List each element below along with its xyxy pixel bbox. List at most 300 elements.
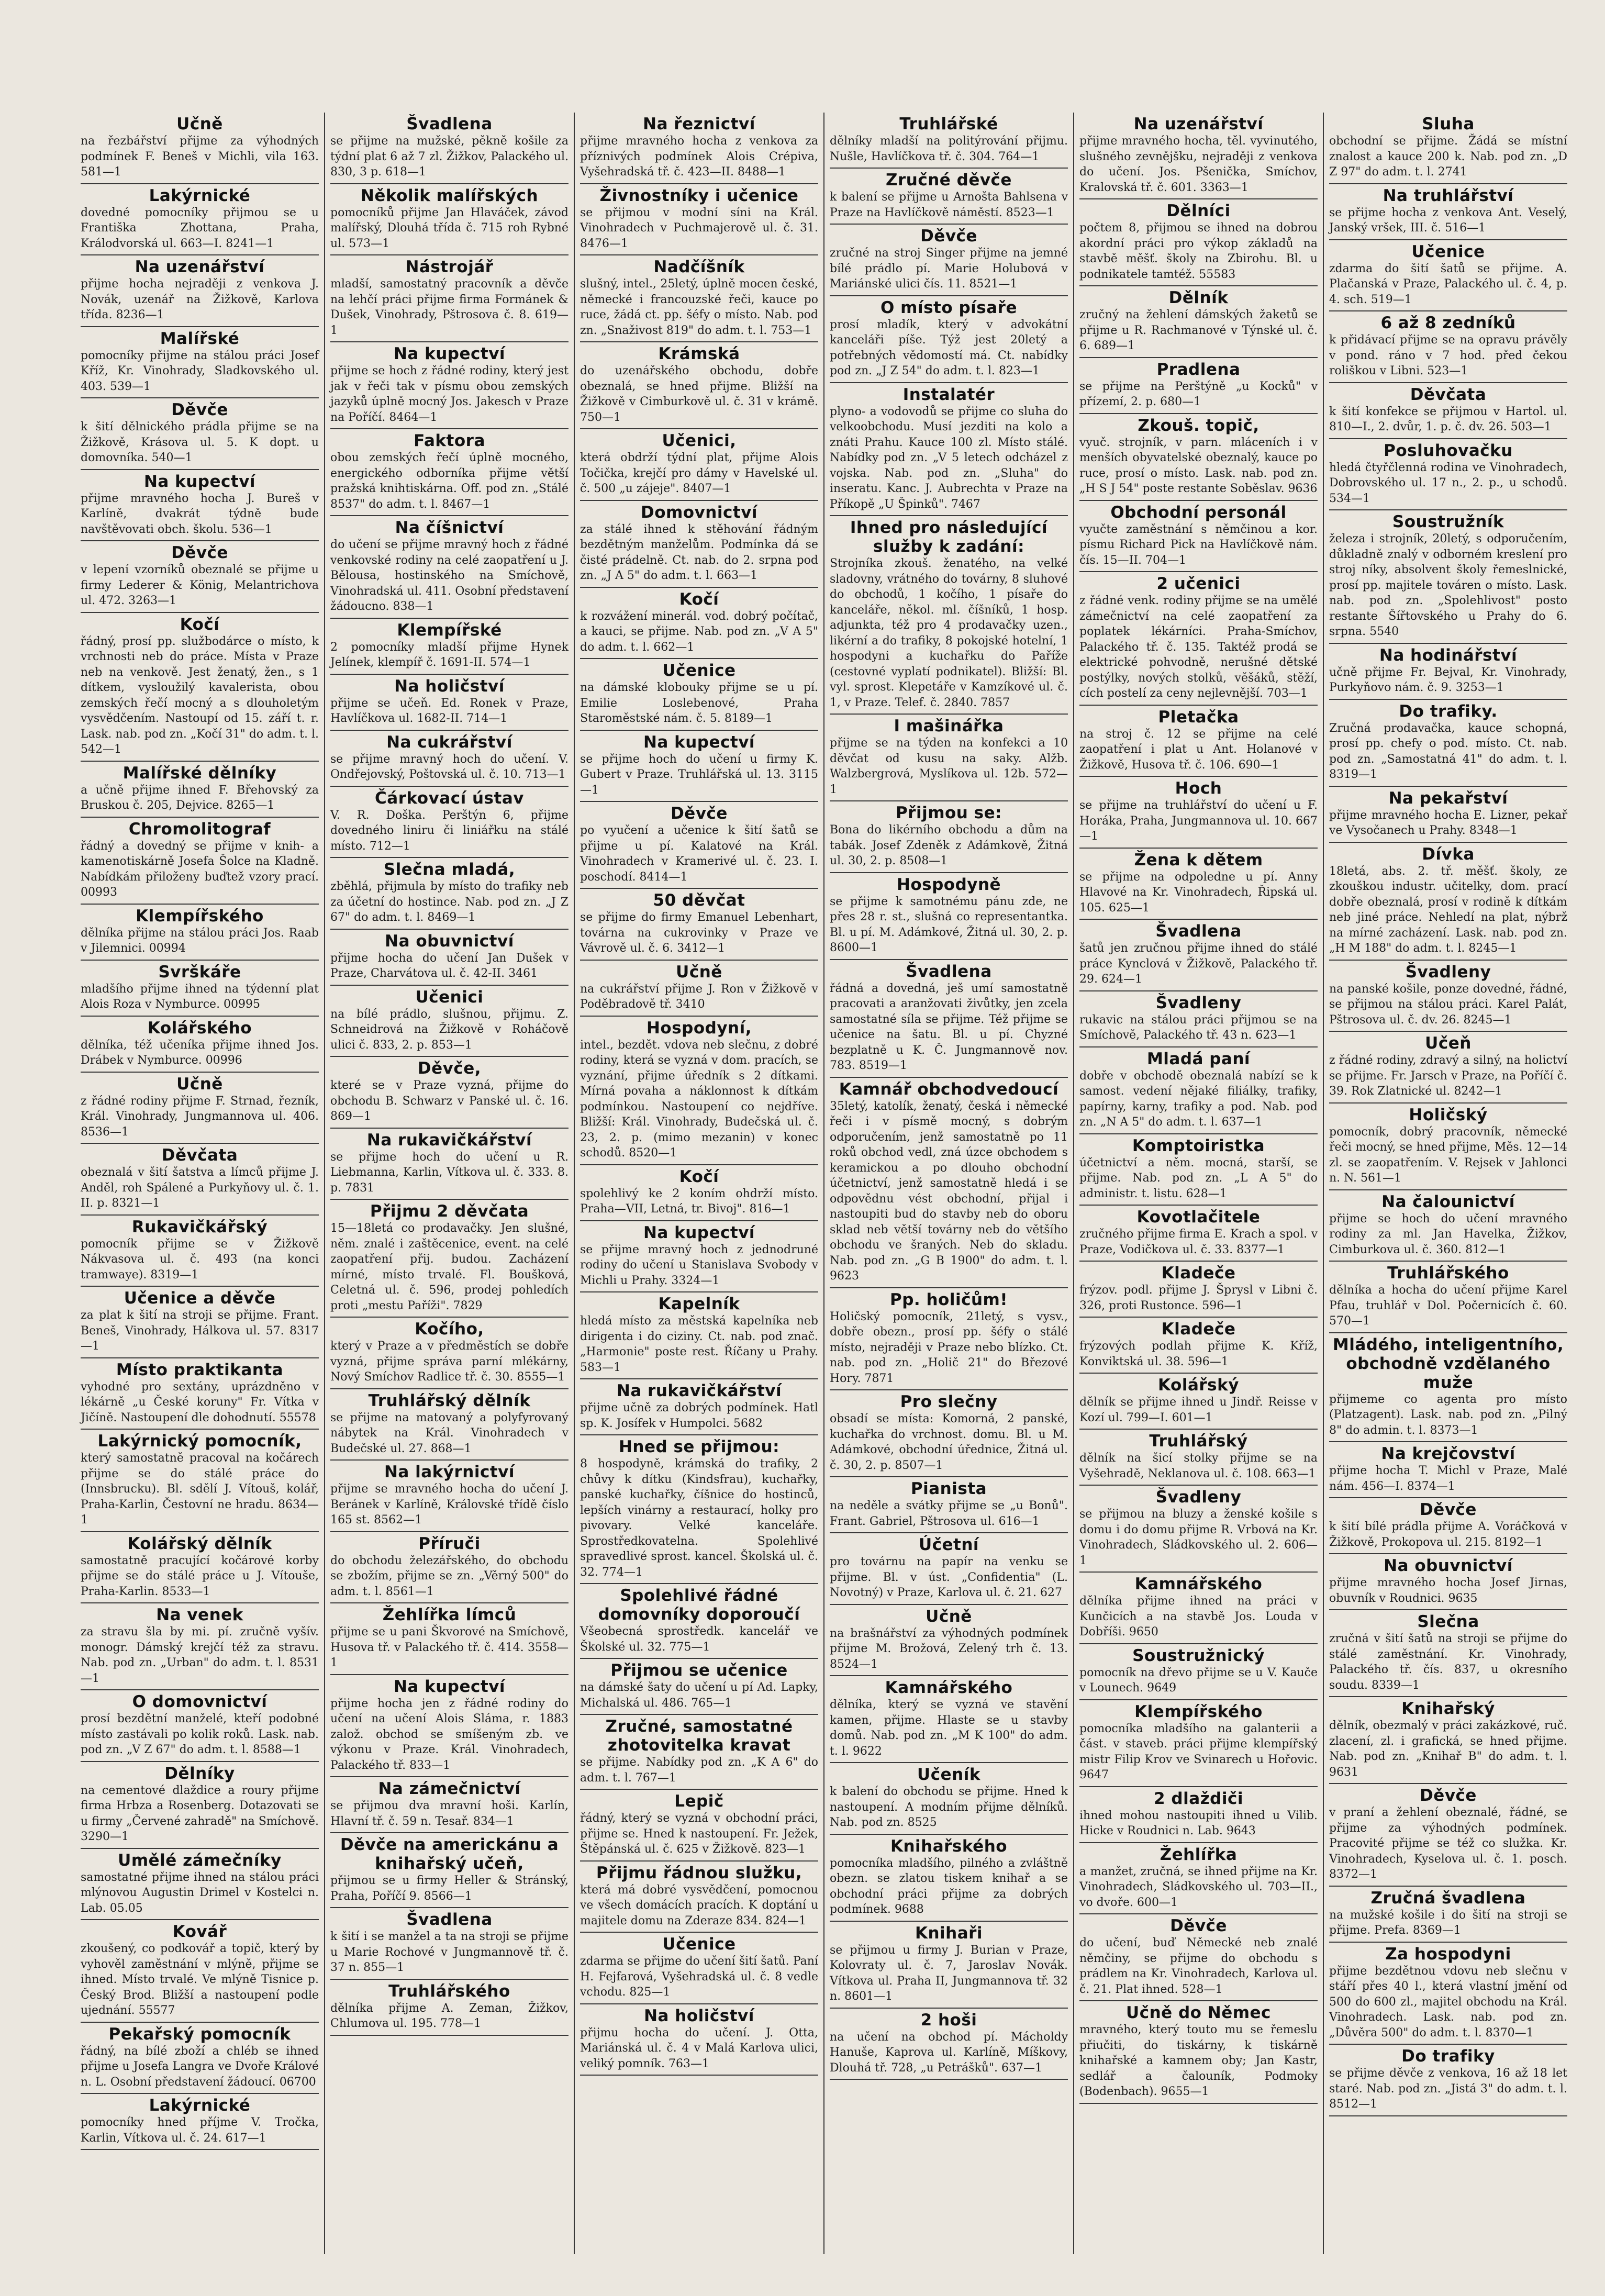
ad-body: pomocník přijme se v Žižkově Nákvasova ul. č. 493 (na konci tramwaye). 8319—1 bbox=[81, 1237, 319, 1281]
ad-body: zkoušený, co podkovář a topič, který by vyhověl zaměstnání v mlýně, přijme se ihned. Místo trvalé. Ve mlýně Tisnice p. Český Brod. Bližší a nastoupení podle ujednání. 55577 bbox=[81, 1942, 319, 2017]
ad-heading: Na pekařství bbox=[1388, 788, 1508, 808]
ad-body: na brašnářství za výhodných podmínek přijme M. Brožová, Zelený trh č. 13. 8524—1 bbox=[830, 1626, 1068, 1671]
ad-heading: Na cukrářství bbox=[386, 732, 512, 752]
ad-heading: Děvče bbox=[1420, 1500, 1477, 1519]
ad-heading: Učně bbox=[176, 115, 223, 133]
classified-ad bbox=[580, 1790, 818, 1862]
ad-body: na stroj č. 12 se přijme na celé zaopatření i plat u Ant. Holanové v Žižkově, Husova tř. č. 106. 690—1 bbox=[1079, 727, 1318, 772]
classified-ad bbox=[1329, 184, 1567, 240]
ad-heading: Lepič bbox=[674, 1792, 724, 1811]
classified-ad bbox=[1329, 1333, 1567, 1443]
classified-ad bbox=[1329, 1498, 1567, 1554]
ad-heading: Instalatér bbox=[902, 385, 995, 404]
classified-column-6 bbox=[1323, 113, 1573, 2254]
ad-body: přijme mravného hocha z venkova za příznivých podmínek Alois Crépiva, Vyšehradská tř. č. 423—II. 8488—1 bbox=[580, 135, 818, 179]
ad-heading: Kamnářského bbox=[885, 1678, 1013, 1697]
ad-body: se přijmou v modní síni na Král. Vinohradech v Puchmajerově ul. č. 31. 8476—1 bbox=[580, 206, 818, 250]
ad-body: řádná a dovedná, ješ umí samostatně pracovati a aranžovati živůtky, jen zcela samostatné síla se přijme. Též přijme se učenice na šatu. Bl. u pí. Chyzné bezplatně u K. Č. Jungmannově nov. 783. 8519—1 bbox=[830, 982, 1068, 1072]
ad-heading: Učenice a děvče bbox=[124, 1289, 276, 1308]
ad-heading: Přijmou se: bbox=[895, 804, 1002, 822]
classified-ad bbox=[580, 588, 818, 660]
ad-body: pomocníky hned příjme V. Tročka, Karlin, Vítkova ul. č. 24. 617—1 bbox=[81, 2116, 319, 2145]
ad-body: přijmu hocha do učení. J. Otta, Mariánská ul. č. 4 v Malá Karlova ulici, veliký pomník. 763—1 bbox=[580, 2026, 818, 2070]
classified-ad bbox=[1329, 787, 1567, 843]
ad-heading: Malířské bbox=[160, 329, 240, 348]
ad-heading: Kočí bbox=[679, 589, 719, 609]
ad-body: Strojníka zkouš. ženatého, na velké sladovny, vrátného do továrny, 8 sluhové do obchodů, 1 kočího, 1 písaře do kanceláře, někol. ml. číšníků, 1 hosp. adjunkta, též pro 4 prodavačky uzen., likérní a do trafiky, 8 pokojské hotelní, 1 hospodyni a kuchařku do Paříže (cestovné vyplatí podnikatel). Bližší: Bl. vyl. sprost. Klepetáře v Kamzíkové ul. č. 1, v Praze. Telef. č. 2840. 7857 bbox=[830, 557, 1068, 709]
ad-body: která má dobré vysvědčení, pomocnou ve všech domácích pracích. K doptání u majitele domu na Zderaze 834. 824—1 bbox=[580, 1883, 818, 1927]
ad-heading: Lakýrnické bbox=[149, 2096, 251, 2115]
classified-ad bbox=[330, 1057, 569, 1129]
classified-ad bbox=[81, 113, 319, 184]
ad-heading: Lakýrnický pomocník, bbox=[97, 1432, 302, 1451]
ad-body: samostatně pracující kočárové korby přijme se do stálé práce u J. Vítouše, Praha-Karlin. 8533—1 bbox=[81, 1554, 319, 1598]
ad-body: přijme mravného hocha Josef Jirnas, obuvník v Roudnici. 9635 bbox=[1329, 1576, 1567, 1605]
classified-ad bbox=[580, 184, 818, 256]
classified-ad bbox=[81, 470, 319, 542]
ad-body: přijme hocha jen z řádné rodiny do učení na učení Alois Sláma, r. 1883 založ. obchod se smíšeným zb. ve výkonu v Praze. Král. Vinohradech, Palackého tř. 833—1 bbox=[330, 1697, 569, 1772]
classified-ad bbox=[1079, 199, 1318, 286]
ad-body: účetnictví a něm. mocná, starší, se přijme. Nab. pod zn. „L A 5" do administr. t. listu. 628—1 bbox=[1079, 1156, 1318, 1200]
classified-ad bbox=[1079, 113, 1318, 199]
ad-heading: Děvče bbox=[171, 400, 228, 419]
classified-ad bbox=[1329, 113, 1567, 184]
ad-body: přijme hocha do učení Jan Dušek v Praze, Charvátova ul. č. 42-II. 3461 bbox=[330, 951, 569, 980]
ad-heading: Švadleny bbox=[1155, 1488, 1242, 1507]
ad-heading: Přijmu 2 děvčata bbox=[370, 1202, 529, 1221]
classified-ad bbox=[580, 1221, 818, 1293]
ad-body: přijme se na týden na konfekci a 10 děvčat od kusu na saky. Alžb. Walzbergrová, Myslíkova ul. 12b. 572—1 bbox=[830, 737, 1068, 796]
classified-ad bbox=[580, 2004, 818, 2076]
classified-ad bbox=[81, 905, 319, 961]
classified-ad bbox=[330, 858, 569, 930]
ad-body: přijme hocha nejraději z venkova J. Novák, uzenář na Žižkově, Karlova třída. 8236—1 bbox=[81, 277, 319, 321]
ad-heading: Žehlířka bbox=[1160, 1845, 1238, 1864]
classified-ad bbox=[81, 1690, 319, 1762]
classified-ad bbox=[830, 169, 1068, 225]
ad-body: na neděle a svátky přijme se „u Bonů". Frant. Gabriel, Pštrosova ul. 616—1 bbox=[830, 1499, 1068, 1528]
ad-body: vyučte zaměstnání s němčinou a kor. písmu Richard Pick na Havlíčkově nám. čís. 15—II. 704—1 bbox=[1079, 522, 1318, 567]
classified-ad bbox=[81, 818, 319, 905]
ad-heading: Kolářský bbox=[1158, 1376, 1239, 1395]
ad-body: z řádné venk. rodiny přijme se na umělé zámečnictví na celé zaopatření za poplatek lékárníci. Praha-Smíchov, Palackého tř. č. 135. Taktéž prodá se elektrické pohvodně, nerušné dětské postýlky, nových stolků, věšáků, stěží, cích postelí za ceny nejlevnější. 703—1 bbox=[1079, 594, 1318, 700]
ad-heading: Děvčata bbox=[161, 1146, 238, 1165]
classified-ad bbox=[330, 1833, 569, 1908]
ad-body: na bílé prádlo, slušnou, přijmu. Z. Schneidrová na Žižkově v Roháčově ulici č. 833, 2. p. 853—1 bbox=[330, 1007, 569, 1052]
ad-body: který samostatně pracoval na kočárech přijme se do stálé práce do (Innsbrucku). Bl. sdělí J. Vítouš, kolář, Praha-Karlin, Čestovní ne hradu. 8634—1 bbox=[81, 1452, 319, 1526]
classified-ad bbox=[1079, 1262, 1318, 1318]
classified-ad bbox=[580, 501, 818, 588]
ad-body: zdarma se přijme do učení šití šatů. Paní H. Fejfarová, Vyšehradská ul. č. 8 vedle vchodu. 825—1 bbox=[580, 1955, 818, 1999]
ad-body: za stravu šla by mi. pí. zručně vyšív. monogr. Dámský krejčí též za stravu. Nab. pod zn. „Urban" do adm. t. l. 8531—1 bbox=[81, 1625, 319, 1685]
ad-heading: Na kupectví bbox=[643, 1223, 755, 1242]
ad-heading: Příruči bbox=[418, 1534, 481, 1553]
ad-heading: Pianista bbox=[910, 1479, 987, 1498]
classified-ad bbox=[580, 1584, 818, 1659]
classified-ad bbox=[81, 255, 319, 327]
classified-ad bbox=[1079, 1843, 1318, 1915]
ad-body: po vyučení a učenice k šití šatů se přijme u pí. Kalatové na Král. Vinohradech v Kramerivé ul. č. 23. I. poschodí. 8414—1 bbox=[580, 824, 818, 884]
ad-heading: Obchodní personál bbox=[1110, 503, 1287, 522]
ad-body: hledá místo za městská kapelníka neb dirigenta i do ciziny. Ct. nab. pod znač. „Harmonie" poste rest. Říčany u Prahy. 583—1 bbox=[580, 1314, 818, 1374]
ad-heading: Klempířské bbox=[397, 620, 502, 640]
ad-heading: Na truhlářství bbox=[1383, 186, 1514, 205]
ad-body: řádný, prosí pp. službodárce o místo, k vrchnosti neb do práce. Místa v Praze neb na venkově. Jest ženatý, žen., s 1 dítkem, vysloužilý kavalerista, obou zemských řečí mocný a s dlouholetým vysvědčením. Nastoupí od 15. září t. r. Lask. nab. pod zn. „Kočí 31" do adm. t. l. 542—1 bbox=[81, 634, 319, 756]
classified-ad bbox=[580, 889, 818, 961]
classified-ad bbox=[1329, 1554, 1567, 1610]
classified-ad bbox=[330, 1675, 569, 1778]
ad-heading: Krámská bbox=[658, 344, 740, 363]
classified-column-2 bbox=[324, 113, 574, 2254]
ad-heading: Hospodyní, bbox=[646, 1018, 752, 1038]
ad-heading: Soustružnický bbox=[1132, 1646, 1265, 1665]
classified-ad bbox=[1079, 1486, 1318, 1573]
ad-heading: Kladeče bbox=[1161, 1320, 1236, 1339]
ad-heading: Učně bbox=[926, 1607, 972, 1626]
ad-body: se přijmou u firmy J. Burian v Praze, Kolovraty ul. č. 7, Jaroslav Novák. Vítkova ul. Praha II, Jungmannova tř. 32 n. 8601—1 bbox=[830, 1943, 1068, 2003]
classified-ad bbox=[81, 1017, 319, 1073]
classified-ad bbox=[81, 184, 319, 256]
ad-heading: Na řeznictví bbox=[643, 115, 755, 133]
classified-ad bbox=[81, 398, 319, 470]
ad-body: vyuč. strojník, v parn. mláceních i v menších obyvatelské obeznalý, kauce po ruce, prosí o místo. Lask. nab. pod zn. „H S J 54" poste restante Soběslav. 9636 bbox=[1079, 436, 1318, 495]
ad-body: a učně přijme ihned F. Břehovský za Bruskou č. 205, Dejvice. 8265—1 bbox=[81, 783, 319, 812]
ad-body: dělníky mladší na politýrování přijmu. Nušle, Havlíčkova tř. č. 304. 764—1 bbox=[830, 135, 1068, 163]
ad-body: 2 pomocníky mladší přijme Hynek Jelínek, klempíř č. 1691-II. 574—1 bbox=[330, 640, 569, 669]
ad-heading: 2 hoši bbox=[920, 2010, 977, 2030]
ad-body: na učení na obchod pí. Mácholdy Hanuše, Kaprova ul. Karlíně, Míškovy, Dlouhá tř. 728, „u Petrášků". 637—1 bbox=[830, 2030, 1068, 2075]
ad-heading: Zručná švadlena bbox=[1370, 1888, 1526, 1908]
ad-body: přijme se hoch do učení mravného rodiny za ml. Jan Havelka, Žižkov, Cimburkova ul. č. 360. 812—1 bbox=[1329, 1212, 1567, 1256]
classified-ad bbox=[830, 1922, 1068, 2009]
classified-ad bbox=[1329, 1697, 1567, 1784]
ad-heading: Na kupectví bbox=[143, 472, 256, 491]
ad-heading: Učenici, bbox=[662, 431, 737, 450]
ad-body: který v Praze a v předměstích se dobře vyzná, přijme správa parní mlékárny, Nový Smíchov Radlice tř. č. 30. 8555—1 bbox=[330, 1340, 569, 1384]
classified-ad bbox=[580, 113, 818, 184]
classified-ad bbox=[1079, 572, 1318, 706]
ad-body: učně přijme Fr. Bejval, Kr. Vinohrady, Purkyňovo nám. č. 9. 3253—1 bbox=[1329, 665, 1567, 694]
ad-heading: Kovář bbox=[172, 1922, 227, 1941]
ad-heading: Děvče bbox=[1170, 1916, 1227, 1935]
ad-body: přijme mravného hocha E. Lizner, pekař ve Vysočanech u Prahy. 8348—1 bbox=[1329, 808, 1567, 837]
ad-heading: Kočí bbox=[679, 1167, 719, 1186]
classified-ad bbox=[1079, 849, 1318, 920]
ad-heading: Účetní bbox=[918, 1535, 979, 1554]
classified-ad bbox=[1329, 1262, 1567, 1333]
classified-column-1 bbox=[79, 113, 324, 2254]
ad-body: přijme bezdětnou vdovu neb slečnu v stáří přes 40 l., která vlastní jmění od 500 do 600 zl., majitel obchodu na Král. Vinohradech. Lask. nab. pod zn. „Důvěra 500" do adm. t. l. 8370—1 bbox=[1329, 1964, 1567, 2039]
classified-ad bbox=[580, 1165, 818, 1221]
classified-ad bbox=[330, 1908, 569, 1980]
ad-body: do obchodu železářského, do obchodu se zbožím, přijme se zn. „Věrný 500" do adm. t. l. 8561—1 bbox=[330, 1554, 569, 1598]
classified-ad bbox=[1079, 1047, 1318, 1134]
ad-heading: Domovnictví bbox=[640, 503, 758, 522]
classified-ad bbox=[330, 787, 569, 859]
ad-body: se přijme do firmy Emanuel Lebenhart, továrna na cukrovinky v Praze ve Vávrově ul. č. 6. 3412—1 bbox=[580, 911, 818, 955]
classified-ad bbox=[81, 1430, 319, 1532]
ad-heading: Na hodinářství bbox=[1379, 645, 1518, 665]
classified-ad bbox=[830, 1390, 1068, 1477]
ad-body: přijme se u pani Škvorové na Smíchově, Husova tř. v Palackého tř. č. 414. 3558—1 bbox=[330, 1625, 569, 1669]
ad-heading: Na zámečnictví bbox=[378, 1779, 521, 1798]
ad-body: zručné na stroj Singer přijme na jemné bílé prádlo pí. Marie Holubová v Mariánské ulici čís. 11. 8521—1 bbox=[830, 247, 1068, 291]
ad-body: k šití i se manžel a ta na stroji se přijme u Marie Rochové v Jungmannově tř. č. 37 n. 855—1 bbox=[330, 1930, 569, 1974]
ad-body: obsadí se místa: Komorná, 2 panské, kuchařka do vrchnost. domu. Bl. u M. Adámkové, obchodní úřednice, Žitná ul. č. 30, 2. p. 8507—1 bbox=[830, 1412, 1068, 1472]
ad-heading: Děvčata bbox=[1410, 385, 1487, 404]
classified-ad bbox=[81, 1762, 319, 1849]
classified-ad bbox=[330, 619, 569, 675]
ad-heading: Mládého, inteligentního, obchodně vzdělaného muže bbox=[1332, 1335, 1564, 1392]
ad-body: k balení do obchodu se přijme. Hned k nastoupení. A modním přijme dělníků. Nab. pod zn. 8525 bbox=[830, 1785, 1068, 1829]
classified-ad bbox=[1329, 383, 1567, 439]
ad-heading: Malířské dělníky bbox=[122, 763, 277, 783]
classified-ad bbox=[330, 184, 569, 256]
ad-heading: Několik malířských bbox=[360, 186, 539, 205]
ad-heading: Klempířského bbox=[1134, 1702, 1263, 1721]
ad-body: mravného, který touto mu se řemeslu přiučiti, do tiskárny, k tiskárně knihařské a kamnem oby; Jan Kastr, sedlář a čalouník, Podmoky (Bodenbach). 9655—1 bbox=[1079, 2023, 1318, 2098]
ad-heading: Spolehlivé řádné domovníky doporoučí bbox=[598, 1586, 800, 1624]
classified-ad bbox=[330, 1461, 569, 1532]
ad-heading: Žehlířka límců bbox=[382, 1606, 517, 1624]
ad-body: se přijme děvče z venkova, 16 až 18 let staré. Nab. pod zn. „Jistá 3" do adm. t. l. 8512—1 bbox=[1329, 2067, 1567, 2111]
ad-heading: Dělníky bbox=[164, 1764, 235, 1783]
classified-ad bbox=[580, 429, 818, 501]
classified-ad bbox=[830, 516, 1068, 715]
classified-ad bbox=[81, 1603, 319, 1690]
ad-heading: Klempířského bbox=[136, 906, 264, 926]
classified-ad bbox=[330, 1129, 569, 1200]
ad-body: dovedné pomocníky přijmou se u Františka Zhottana, Praha, Králodvorská ul. 663—I. 8241—1 bbox=[81, 206, 319, 250]
ad-heading: Pro slečny bbox=[900, 1392, 998, 1411]
ad-body: se přijme mravný hoch z jednodruné rodiny do učení u Stanislava Svobody v Michli u Prahy. 3324—1 bbox=[580, 1243, 818, 1287]
ad-heading: Švadlena bbox=[1155, 922, 1242, 941]
classified-ad bbox=[330, 1389, 569, 1461]
ad-heading: Zručné děvče bbox=[886, 171, 1012, 190]
classified-ad bbox=[1079, 991, 1318, 1047]
ad-body: přijmou se u firmy Heller & Stránský, Praha, Poříčí 9. 8566—1 bbox=[330, 1874, 569, 1903]
ad-body: v lepení vzorníků obeznalé se přijme u firmy Lederer & König, Melantrichova ul. 472. 3263—1 bbox=[81, 563, 319, 607]
ad-heading: Švadlena bbox=[406, 1910, 493, 1929]
classified-ad bbox=[330, 255, 569, 342]
ad-body: spolehlivý ke 2 koním ohdrží místo. Praha—VII, Letná, tr. Bivoj". 816—1 bbox=[580, 1187, 818, 1216]
ad-body: se přijmou na bluzy a ženské košile s domu i do domu přijme R. Vrbová na Kr. Vinohradech, Sládkovského ul. 2. 606—1 bbox=[1079, 1508, 1318, 1567]
ad-heading: Kočího, bbox=[415, 1320, 484, 1339]
ad-body: se přijmou dva mravní hoši. Karlín, Hlavní tř. č. 59 n. Tesař. 834—1 bbox=[330, 1799, 569, 1828]
ad-heading: Chromolitograf bbox=[128, 819, 271, 839]
classified-ad bbox=[330, 1980, 569, 2036]
classified-ad bbox=[830, 715, 1068, 801]
classified-ad bbox=[580, 1435, 818, 1584]
ad-body: na cementové dlaždice a roury přijme firma Hrbza a Rosenberg. Dotazovati se u firmy „Červené zahradě" na Smíchově. 3290—1 bbox=[81, 1784, 319, 1843]
classified-ad bbox=[830, 1676, 1068, 1763]
ad-body: mladšího přijme ihned na týdenní plat Alois Roza v Nymburce. 00995 bbox=[81, 982, 319, 1011]
ad-body: k šití konfekce se přijmou v Hartol. ul. 810—I., 2. dvůr, 1. p. č. dv. 26. 503—1 bbox=[1329, 405, 1567, 433]
ad-heading: Hoch bbox=[1175, 779, 1222, 798]
classified-ad bbox=[330, 1200, 569, 1318]
ad-heading: Děvče bbox=[1420, 1786, 1477, 1805]
classified-ad bbox=[1079, 414, 1318, 501]
ad-body: a manžet, zručná, se ihned přijme na Kr. Vinohradech, Sládkovského ul. 703—II., vo dvoře. 600—1 bbox=[1079, 1865, 1318, 1909]
classified-ad bbox=[1329, 1887, 1567, 1943]
ad-body: přijme hocha T. Michl v Praze, Malé nám. 456—I. 8374—1 bbox=[1329, 1464, 1567, 1493]
ad-body: k balení se přijme u Arnošta Bahlsena v Praze na Havlíčkově náměstí. 8523—1 bbox=[830, 191, 1068, 219]
ad-heading: Slečna bbox=[1417, 1612, 1479, 1631]
ad-body: prosí bezdětní manželé, kteří podobné místo zastávali po kolik roků. Lask. nab. pod zn. „V Z 67" do adm. t. l. 8588—1 bbox=[81, 1712, 319, 1756]
ad-heading: I mašinářka bbox=[894, 717, 1004, 735]
ad-heading: Soustružník bbox=[1392, 512, 1504, 531]
classified-ad bbox=[1079, 1318, 1318, 1374]
ad-heading: Holičský bbox=[1409, 1105, 1488, 1124]
ad-body: vyhodné pro sextány, uprázdněno v lékárně „u České koruny" Fr. Vítka v Jičíně. Nastoupení dle dohodnutí. 55578 bbox=[81, 1380, 319, 1424]
ad-heading: Pletačka bbox=[1158, 707, 1239, 727]
classified-ad bbox=[81, 541, 319, 613]
ad-body: dělníka přijme ihned na práci v Kunčicích a na stavbě Jos. Louda v Dobříši. 9650 bbox=[1079, 1595, 1318, 1639]
classified-ad bbox=[830, 1763, 1068, 1835]
classified-ad bbox=[1079, 1914, 1318, 2001]
classified-ad bbox=[1079, 1374, 1318, 1430]
ad-heading: 2 učenici bbox=[1156, 574, 1241, 593]
ad-body: přijme se učeň. Ed. Ronek v Praze, Havlíčkova ul. 1682-II. 714—1 bbox=[330, 696, 569, 725]
ad-body: na panské košile, ponze dovedné, řádné, se přijmou na stálou práci. Karel Palát, Pštrosova ul. č. dv. 26. 8245—1 bbox=[1329, 982, 1567, 1027]
classified-ad bbox=[830, 225, 1068, 296]
ad-heading: Kolářského bbox=[147, 1018, 252, 1038]
ad-heading: Učeň bbox=[1425, 1034, 1472, 1053]
classified-column-5 bbox=[1073, 113, 1323, 2254]
ad-body: se přijme. Nabídky pod zn. „K A 6" do adm. t. l. 767—1 bbox=[580, 1756, 818, 1785]
ad-body: které se v Praze vyzná, přijme do obchodu B. Schwarz v Panské ul. č. 16. 869—1 bbox=[330, 1079, 569, 1123]
ad-heading: Švadleny bbox=[1155, 993, 1242, 1012]
ad-heading: Kapelník bbox=[658, 1295, 740, 1313]
classified-ad bbox=[81, 327, 319, 399]
classified-ad bbox=[330, 1318, 569, 1389]
ad-body: řádný, který se vyzná v obchodní práci, přijme se. Hned k nastoupení. Fr. Ježek, Štěpánská ul. č. 625 v Žižkově. 823—1 bbox=[580, 1812, 818, 1856]
ad-body: přijme mravného hocha J. Bureš v Karlíně, dvakrát týdně bude navštěvovati obch. školu. 536—1 bbox=[81, 492, 319, 536]
ad-heading: Komptoiristka bbox=[1132, 1136, 1265, 1155]
classified-ad bbox=[330, 986, 569, 1057]
classified-ad bbox=[580, 255, 818, 342]
ad-heading: Děvče, bbox=[417, 1059, 482, 1078]
ad-body: přijme se mravného hocha do učení J. Beránek v Karlíně, Královské třídě číslo 165 st. 8562—1 bbox=[330, 1483, 569, 1526]
ad-heading: Kočí bbox=[180, 615, 220, 634]
classified-column-3 bbox=[574, 113, 823, 2254]
classified-ad bbox=[830, 960, 1068, 1078]
classified-ad bbox=[81, 613, 319, 762]
classified-ad bbox=[81, 961, 319, 1017]
ad-body: řádný a dovedný se přijme v knih- a kamenotiskárně Josefa Šolce na Kladně. Nabídkám přiloženy buďtež vzory prací. 00993 bbox=[81, 839, 319, 899]
ad-heading: Žena k dětem bbox=[1134, 850, 1263, 870]
ad-body: Všeobecná sprostředk. kancelář ve Školské ul. 32. 775—1 bbox=[580, 1625, 818, 1654]
ad-heading: Na obuvnictví bbox=[385, 931, 514, 951]
ad-body: se přijme na truhlářství do učení u F. Horáka, Praha, Jungmannova ul. 10. 667—1 bbox=[1079, 799, 1318, 843]
ad-heading: Místo praktikanta bbox=[116, 1360, 284, 1379]
classified-ad bbox=[1079, 1700, 1318, 1787]
ad-heading: Na čalounictví bbox=[1381, 1192, 1515, 1211]
classified-ad bbox=[1079, 706, 1318, 777]
ad-heading: Děvče bbox=[671, 804, 728, 823]
classified-ad bbox=[1079, 2001, 1318, 2104]
ad-body: hledá čtyřčlenná rodina ve Vinohradech, Dobrovského ul. 17 n., 2. p., u schodů. 534—1 bbox=[1329, 461, 1567, 505]
ad-heading: Faktora bbox=[414, 431, 485, 450]
ad-heading: Živnostníky i učenice bbox=[599, 186, 799, 205]
classified-ad bbox=[330, 930, 569, 986]
ad-body: do učení se přijme mravný hoch z řádné venkovské rodiny na celé zaopatření u J. Bělousa, hostinského na Smíchově, Vinohradská ul. 411. Osobní představení žádoucno. 838—1 bbox=[330, 538, 569, 613]
classified-ad bbox=[81, 1073, 319, 1144]
ad-body: 8 hospodyně, krámská do trafiky, 2 chůvy k dítku (Kindsfrau), kuchařky, panské kuchařky, číšnice do hostinců, lepších vinárny a restaurací, holky pro pivovary. Velké kanceláře. Sprostředkovatelna. Spolehlivé spravedlivé sprost. kancel. Školská ul. č. 32. 774—1 bbox=[580, 1457, 818, 1579]
ad-body: dělníka, též učeníka přijme ihned Jos. Drábek v Nymburce. 00996 bbox=[81, 1038, 319, 1067]
ad-body: frýzových podlah přijme K. Kříž, Konviktská ul. 38. 596—1 bbox=[1079, 1340, 1318, 1368]
ad-heading: Na kupectví bbox=[393, 344, 506, 363]
classified-ad bbox=[330, 1777, 569, 1833]
ad-heading: Učenice bbox=[1411, 242, 1485, 261]
classified-ad bbox=[1329, 1442, 1567, 1498]
ad-body: obou zemských řečí úplně mocného, energického odborníka přijme větší pražská knihtiskárna. Off. pod zn. „Stálé 8537" do adm. t. l. 8467—1 bbox=[330, 451, 569, 511]
ad-heading: Posluhovačku bbox=[1384, 441, 1513, 460]
ad-body: na řezbářství přijme za výhodných podmínek F. Beneš v Michli, vila 163. 581—1 bbox=[81, 135, 319, 179]
classified-ad bbox=[1329, 2045, 1567, 2116]
ad-body: na cukrářství přijme J. Ron v Žižkově v Poděbradově tř. 3410 bbox=[580, 982, 818, 1011]
ad-heading: Sluha bbox=[1422, 115, 1475, 133]
ad-heading: Knihařského bbox=[890, 1836, 1008, 1856]
classified-ad bbox=[1329, 961, 1567, 1032]
ad-heading: Slečna mladá, bbox=[383, 860, 516, 879]
ad-body: do uzenářského obchodu, dobře obeznalá, se hned přijme. Bližší na Žižkově v Cimburkově ul. č. 31 v krámě. 750—1 bbox=[580, 364, 818, 424]
ad-body: dělník, obezmalý v práci zakázkové, ruč. zlacení, zl. i grafická, se hned přijme. Nab. pod zn. „Knihař B" do adm. t. l. 9631 bbox=[1329, 1719, 1567, 1779]
ad-body: slušný, intel., 25letý, úplně mocen české, německé i francouzské řeči, kauce po ruce, žádá ct. pp. šéfy o místo. Nab. pod zn. „Snaživost 819" do adm. t. l. 753—1 bbox=[580, 277, 818, 337]
ad-heading: Nástrojář bbox=[405, 258, 494, 276]
classified-ad bbox=[580, 1292, 818, 1379]
classified-ad bbox=[1329, 1610, 1567, 1697]
ad-body: do učení, buď Německé neb znalé němčiny, se přijme do obchodu s prádlem na Kr. Vinohradech, Karlova ul. č. 21. Plat ihned. 528—1 bbox=[1079, 1936, 1318, 1996]
ad-body: přijmeme co agenta pro místo (Platzagent). Lask. nab. pod zn. „Pilný 8" do admin. t. l. 8373—1 bbox=[1329, 1392, 1567, 1437]
classified-ad bbox=[830, 1835, 1068, 1922]
ad-body: zdarma do šití šatů se přijme. A. Plačanská v Praze, Palackého ul. č. 4, p. 4. sch. 519—1 bbox=[1329, 262, 1567, 306]
classified-ad bbox=[81, 2094, 319, 2150]
ad-body: Bona do likérního obchodu a dům na tabák. Josef Zdeněk z Adámkově, Žitná ul. 30, 2. p. 8508—1 bbox=[830, 823, 1068, 867]
classified-ad bbox=[830, 1477, 1068, 1533]
ad-heading: 6 až 8 zedníků bbox=[1380, 314, 1516, 332]
classified-ad bbox=[81, 1144, 319, 1216]
ad-body: přijme se hoch z řádné rodiny, který jest jak v řeči tak v písmu obou zemských jazyků úplně mocný Jos. Jakesch v Praze na Poříčí. 8464—1 bbox=[330, 364, 569, 424]
ad-body: za plat k šití na stroji se přijme. Frant. Beneš, Vinohrady, Hálkova ul. 57. 8317—1 bbox=[81, 1309, 319, 1353]
ad-body: zběhlá, přijmula by místo do trafiky neb za účetní do hostince. Nab. pod zn. „J Z 67" do adm. t. l. 8469—1 bbox=[330, 880, 569, 924]
ad-body: přijme učně za dobrých podmínek. Hatl sp. K. Josífek v Humpolci. 5682 bbox=[580, 1401, 818, 1430]
ad-heading: Na krejčovství bbox=[1381, 1444, 1515, 1463]
ad-heading: Svrškáře bbox=[158, 962, 241, 982]
ad-body: pomocníky přijme na stálou práci Josef Kříž, Kr. Vinohrady, Sladkovského ul. 403. 539—1 bbox=[81, 349, 319, 393]
classified-ad bbox=[580, 342, 818, 429]
ad-body: z řádné rodiny, zdravý a silný, na holictví se přijme. Fr. Jarsch v Praze, na Poříčí č. 39. Rok Zlatnické ul. 8242—1 bbox=[1329, 1054, 1567, 1098]
classified-ad bbox=[1079, 920, 1318, 991]
ad-heading: Truhlářský bbox=[1149, 1432, 1248, 1451]
ad-heading: Na rukavičkářství bbox=[366, 1130, 532, 1150]
ad-body: pomocník na dřevo přijme se u V. Kauče v Lounech. 9649 bbox=[1079, 1666, 1318, 1695]
ad-heading: Na kupectví bbox=[643, 732, 755, 752]
classified-ad bbox=[1079, 501, 1318, 573]
classified-ad bbox=[81, 1532, 319, 1604]
classified-ad bbox=[830, 113, 1068, 169]
ad-heading: Ihned pro následující služby k zadání: bbox=[850, 518, 1048, 556]
classified-ad bbox=[330, 516, 569, 619]
ad-heading: Do trafiky. bbox=[1399, 701, 1498, 721]
ad-heading: Kovotlačitele bbox=[1136, 1208, 1261, 1227]
ad-body: se přijme mravný hoch do učení. V. Ondřejovský, Poštovská ul. č. 10. 713—1 bbox=[330, 752, 569, 781]
ad-heading: Švadleny bbox=[1405, 962, 1491, 982]
ad-body: intel., bezdět. vdova neb slečnu, z dobré rodiny, která se vyzná v dom. pracích, se vyznání, přijme úředník s 2 dítkami. Mírná povaha a náklonnost k dítkám podmínkou. Nastoupení co nejdříve. Bližší: Král. Vinohrady, Budečská ul. č. 23, 2. p. (mimo mezanin) v konec schodů. 8520—1 bbox=[580, 1038, 818, 1160]
ad-heading: Do trafiky bbox=[1401, 2047, 1495, 2066]
ad-body: 35letý, katolík, ženatý, česká i německé řeči i v písmě mocný, s dobrým odporučením, jenž samostatně po 11 roků obchod vedl, zná úzce obchodem s keramickou a po dlouho obchodní účetnictví, jenž samostatně hledá i se odpovědnu vést obchodní, přijal i nastoupiti bud do stavby neb do oboru sklad neb větší továrny neb do většího obchodu ve šraných. Neb do skladu. Nab. pod zn. „G B 1900" do adm. t. l. 9623 bbox=[830, 1099, 1068, 1283]
classified-ad bbox=[830, 1078, 1068, 1288]
